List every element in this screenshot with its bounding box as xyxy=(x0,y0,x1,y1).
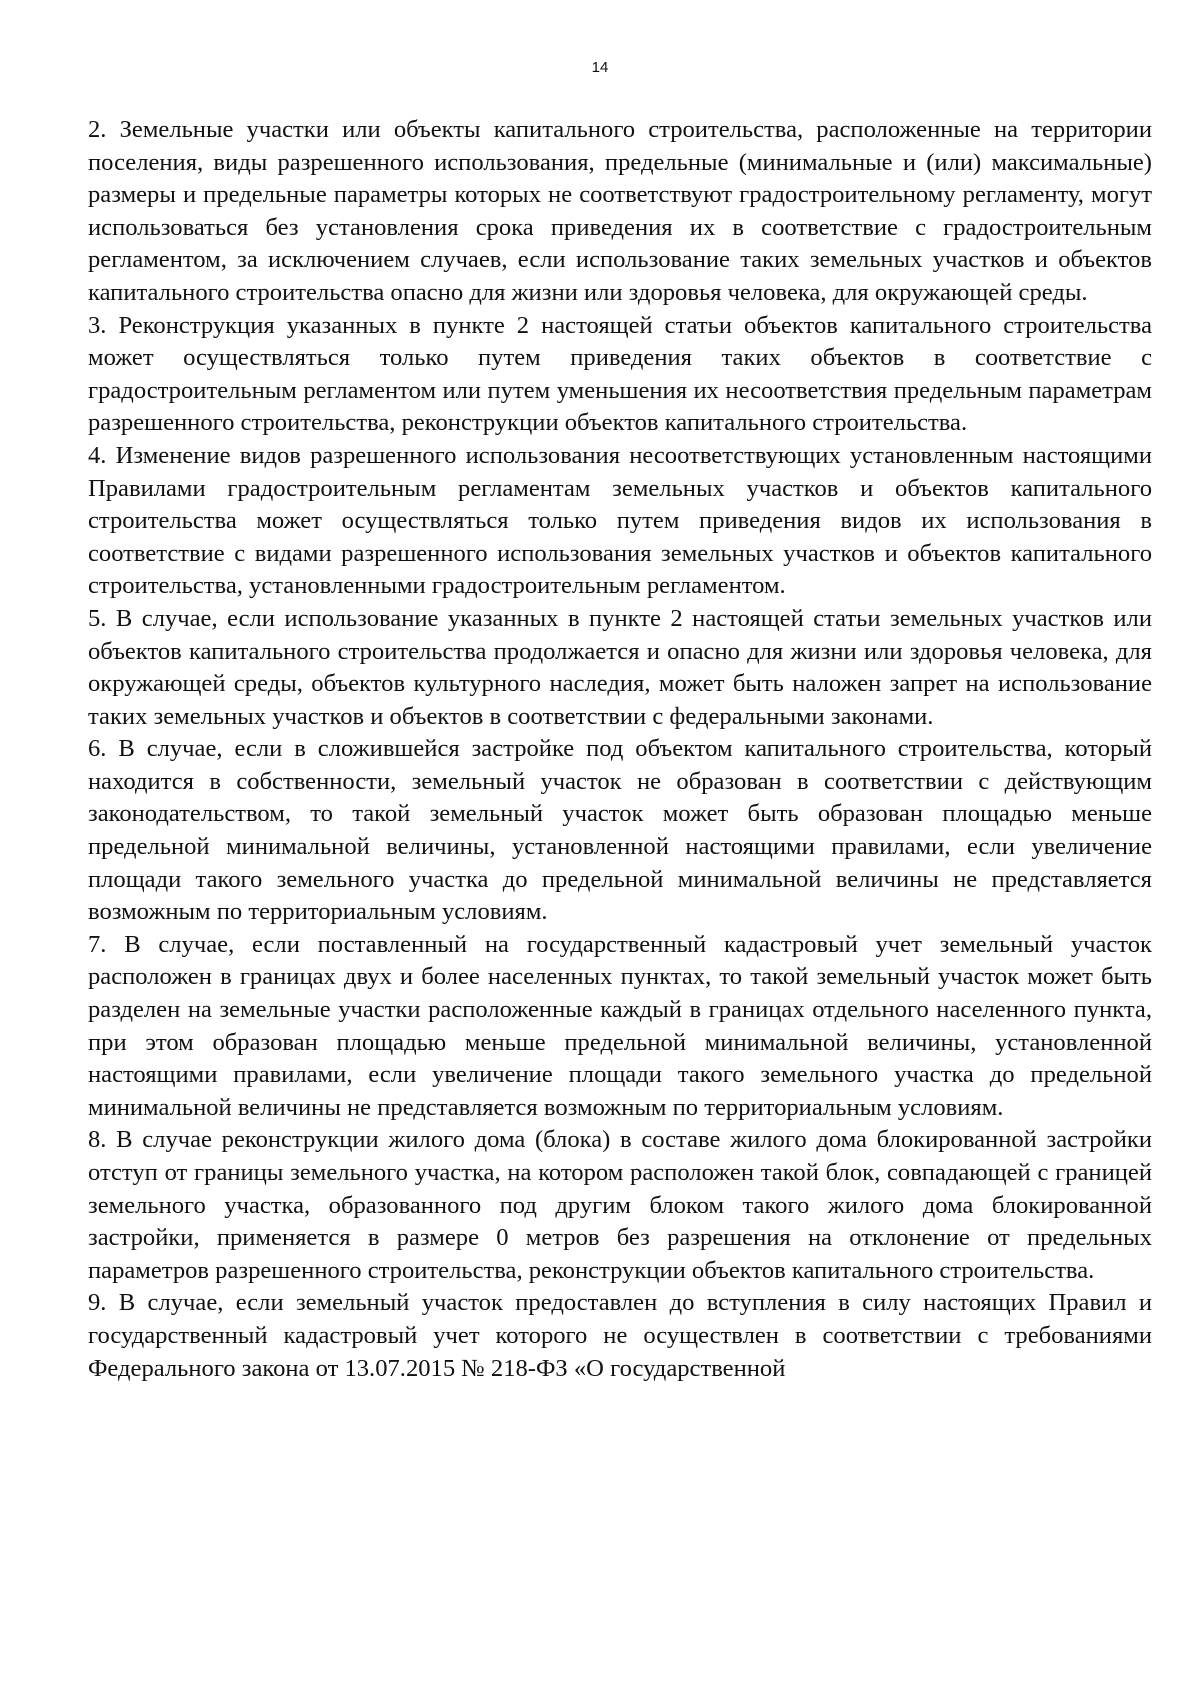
paragraph-8: 8. В случае реконструкции жилого дома (блока) в составе жилого дома блокированной застройки отступ от границы земельного участка, на котором расположен такой блок, совпадающей с границей земельного участка, образованного под другим блоком такого жилого дома блокированной застройки, применяется в размере 0 метров без разрешения на отклонение от предельных параметров разрешенного строительства, реконструкции объектов капитального строительства. xyxy=(88,1126,1152,1284)
paragraph-4: 4. Изменение видов разрешенного использования несоответствующих установленным настоящими Правилами градостроительным регламентам земельных участков и объектов капитального строительства может осуществляться только путем приведения видов их использования в соответствие с видами разрешенного использования земельных участков и объектов капитального строительства, установленными градостроительным регламентом. xyxy=(88,441,1152,600)
document-body xyxy=(88,114,1152,1385)
paragraph-3: 3. Реконструкция указанных в пункте 2 настоящей статьи объектов капитального строительства может осуществляться только путем приведения таких объектов в соответствие с градостроительным регламентом или путем уменьшения их несоответствия предельным параметрам разрешенного строительства, реконструкции объектов капитального строительства. xyxy=(88,311,1152,437)
paragraph-6: 6. В случае, если в сложившейся застройке под объектом капитального строительства, который находится в собственности, земельный участок не образован в соответствии с действующим законодательством, то такой земельный участок может быть образован площадью меньше предельной минимальной величины, установленной настоящими правилами, если увеличение площади такого земельного участка до предельной минимальной величины не представляется возможным по территориальным условиям. xyxy=(88,735,1152,926)
paragraph-2: 2. Земельные участки или объекты капитального строительства, расположенные на территории поселения, виды разрешенного использования, предельные (минимальные и (или) максимальные) размеры и предельные параметры которых не соответствуют градостроительному регламенту, могут использоваться без установления срока приведения их в соответствие с градостроительным регламентом, за исключением случаев, если использование таких земельных участков и объектов капитального строительства опасно для жизни или здоровья человека, для окружающей среды. xyxy=(88,116,1152,306)
paragraph-9: 9. В случае, если земельный участок предоставлен до вступления в силу настоящих Правил и государственный кадастровый учет которого не осуществлен в соответствии с требованиями Федерального закона от 13.07.2015 № 218-ФЗ «О государственной xyxy=(88,1289,1152,1382)
page-number: 14 xyxy=(591,59,609,76)
paragraph-5: 5. В случае, если использование указанных в пункте 2 настоящей статьи земельных участков или объектов капитального строительства продолжается и опасно для жизни или здоровья человека, для окружающей среды, объектов культурного наследия, может быть наложен запрет на использование таких земельных участков и объектов в соответствии с федеральными законами. xyxy=(88,604,1152,730)
paragraph-7: 7. В случае, если поставленный на государственный кадастровый учет земельный участок расположен в границах двух и более населенных пунктах, то такой земельный участок может быть разделен на земельные участки расположенные каждый в границах отдельного населенного пункта, при этом образован площадью меньше предельной минимальной величины, установленной настоящими правилами, если увеличение площади такого земельного участка до предельной минимальной величины не представляется возможным по территориальным условиям. xyxy=(88,930,1152,1121)
